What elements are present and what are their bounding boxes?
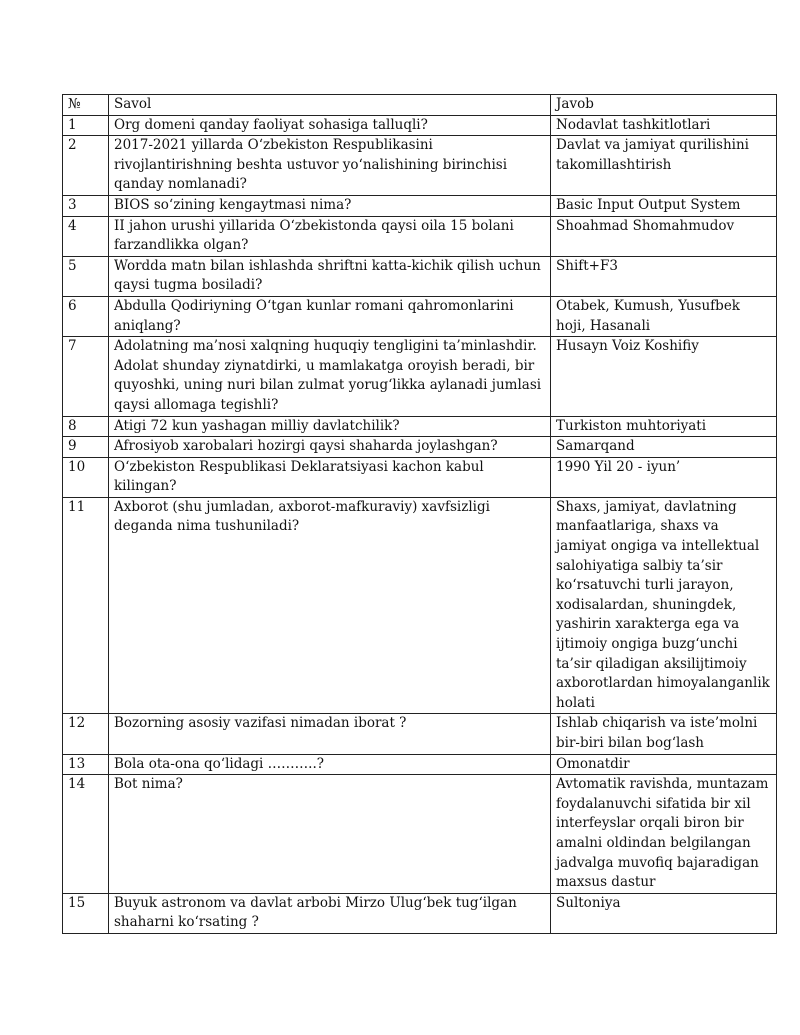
- row-question: Adolatning ma’nosi xalqning huquqiy tengligini ta’minlashdir. Adolat shunday ziynatdirki, u mamlakatga oroyish beradi, bir quyoshki, uning nuri bilan zulmat yorug‘likka aylanadi jumlasi qaysi allomaga tegishli?: [109, 337, 551, 416]
- row-answer: Basic Input Output System: [551, 195, 777, 216]
- row-number: 5: [63, 256, 109, 296]
- row-number: 4: [63, 216, 109, 256]
- row-answer: Samarqand: [551, 437, 777, 458]
- row-answer: Turkiston muhtoriyati: [551, 416, 777, 437]
- table-row: [63, 437, 777, 458]
- row-number: 8: [63, 416, 109, 437]
- row-question: Bot nima?: [109, 775, 551, 894]
- table-row: [63, 195, 777, 216]
- row-answer: 1990 Yil 20 - iyun’: [551, 457, 777, 497]
- row-question: Axborot (shu jumladan, axborot-mafkuraviy) xavfsizligi deganda nima tushuniladi?: [109, 497, 551, 714]
- table-row: [63, 256, 777, 296]
- row-number: 11: [63, 497, 109, 714]
- table-row: [63, 216, 777, 256]
- row-question: Afrosiyob xarobalari hozirgi qaysi shaharda joylashgan?: [109, 437, 551, 458]
- header-question: Savol: [109, 95, 551, 116]
- table-row: [63, 754, 777, 775]
- qa-table: [62, 94, 777, 934]
- table-row: [63, 714, 777, 754]
- table-row: [63, 416, 777, 437]
- table-row: [63, 136, 777, 196]
- header-answer: Javob: [551, 95, 777, 116]
- row-number: 2: [63, 136, 109, 196]
- row-answer: Shift+F3: [551, 256, 777, 296]
- row-answer: Nodavlat tashkitlotlari: [551, 115, 777, 136]
- row-number: 1: [63, 115, 109, 136]
- row-question: Abdulla Qodiriyning O‘tgan kunlar romani qahromonlarini aniqlang?: [109, 296, 551, 336]
- table-row: [63, 337, 777, 416]
- table-header-row: [63, 95, 777, 116]
- row-question: BIOS so‘zining kengaytmasi nima?: [109, 195, 551, 216]
- row-answer: Shoahmad Shomahmudov: [551, 216, 777, 256]
- header-number: №: [63, 95, 109, 116]
- row-number: 12: [63, 714, 109, 754]
- row-question: 2017-2021 yillarda O‘zbekiston Respublikasini rivojlantirishning beshta ustuvor yo‘nalishining birinchisi qanday nomlanadi?: [109, 136, 551, 196]
- row-number: 14: [63, 775, 109, 894]
- row-number: 15: [63, 893, 109, 933]
- table-row: [63, 893, 777, 933]
- table-row: [63, 115, 777, 136]
- row-question: O‘zbekiston Respublikasi Deklaratsiyasi kachon kabul kilingan?: [109, 457, 551, 497]
- row-answer: Shaxs, jamiyat, davlatning manfaatlariga, shaxs va jamiyat ongiga va intellektual salohiyatiga salbiy ta’sir ko‘rsatuvchi turli jarayon, xodisalardan, shuningdek, yashirin xarakterga ega va ijtimoiy ongiga buzg‘unchi ta’sir qiladigan aksilijtimoiy axborotlardan himoyalanganlik holati: [551, 497, 777, 714]
- row-answer: Sultoniya: [551, 893, 777, 933]
- row-answer: Husayn Voiz Koshifiy: [551, 337, 777, 416]
- row-answer: Avtomatik ravishda, muntazam foydalanuvchi sifatida bir xil interfeyslar orqali biron bir amalni oldindan belgilangan jadvalga muvofiq bajaradigan maxsus dastur: [551, 775, 777, 894]
- table-row: [63, 296, 777, 336]
- row-question: Atigi 72 kun yashagan milliy davlatchilik?: [109, 416, 551, 437]
- row-number: 6: [63, 296, 109, 336]
- row-number: 9: [63, 437, 109, 458]
- table-row: [63, 457, 777, 497]
- row-question: Wordda matn bilan ishlashda shriftni katta-kichik qilish uchun qaysi tugma bosiladi?: [109, 256, 551, 296]
- row-answer: Davlat va jamiyat qurilishini takomillashtirish: [551, 136, 777, 196]
- row-answer: Ishlab chiqarish va iste’molni bir-biri bilan bog‘lash: [551, 714, 777, 754]
- row-answer: Otabek, Kumush, Yusufbek hoji, Hasanali: [551, 296, 777, 336]
- row-question: Buyuk astronom va davlat arbobi Mirzo Ulug‘bek tug‘ilgan shaharni ko‘rsating ?: [109, 893, 551, 933]
- row-question: II jahon urushi yillarida O‘zbekistonda qaysi oila 15 bolani farzandlikka olgan?: [109, 216, 551, 256]
- row-question: Bola ota-ona qo‘lidagi ………..?: [109, 754, 551, 775]
- row-answer: Omonatdir: [551, 754, 777, 775]
- row-number: 3: [63, 195, 109, 216]
- table-row: [63, 775, 777, 894]
- table-row: [63, 497, 777, 714]
- row-question: Org domeni qanday faoliyat sohasiga talluqli?: [109, 115, 551, 136]
- row-number: 7: [63, 337, 109, 416]
- row-number: 10: [63, 457, 109, 497]
- row-number: 13: [63, 754, 109, 775]
- row-question: Bozorning asosiy vazifasi nimadan iborat ?: [109, 714, 551, 754]
